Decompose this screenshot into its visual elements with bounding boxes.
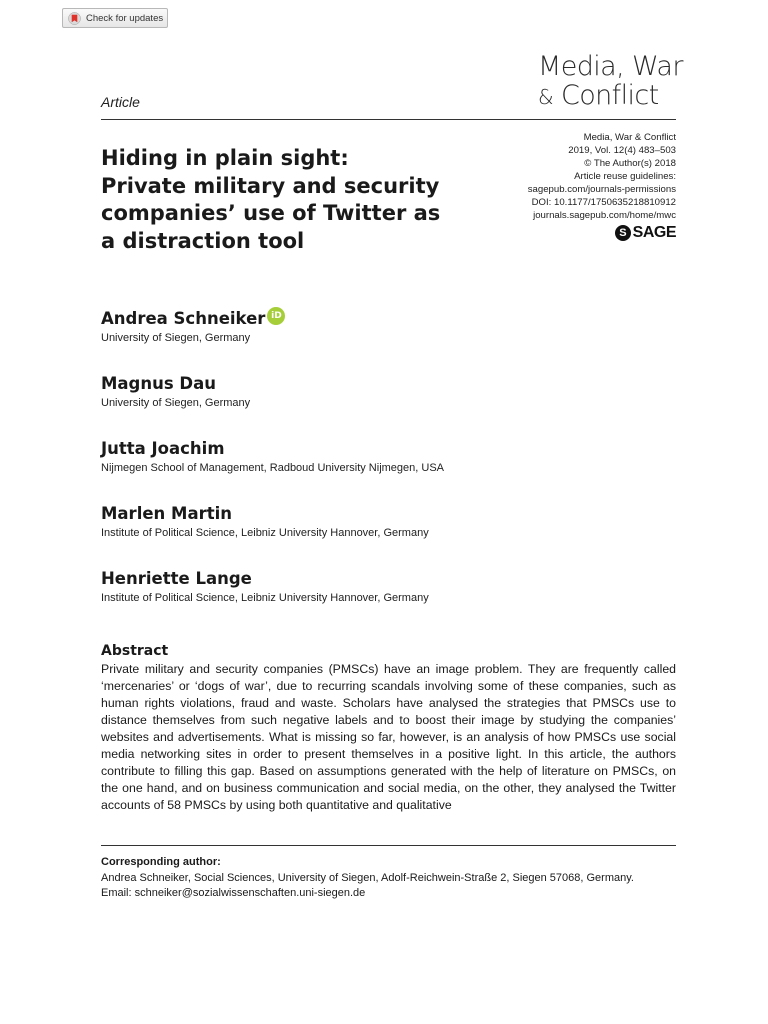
author-name: Henriette Lange	[101, 569, 252, 588]
author-name: Jutta Joachim	[101, 439, 225, 458]
author-affiliation: Institute of Political Science, Leibniz University Hannover, Germany	[101, 527, 429, 539]
meta-journal-url[interactable]: journals.sagepub.com/home/mwc	[533, 210, 676, 221]
title-line: companies’ use of Twitter as	[101, 201, 441, 225]
publication-metadata	[446, 131, 676, 222]
author-block	[101, 309, 285, 345]
title-line: a distraction tool	[101, 228, 305, 253]
author-affiliation: Institute of Political Science, Leibniz University Hannover, Germany	[101, 592, 429, 604]
author-affiliation: University of Siegen, Germany	[101, 397, 251, 409]
footnote-rule	[101, 845, 676, 846]
title-line: Private military and security	[101, 173, 440, 198]
author-block	[101, 374, 250, 410]
meta-copyright: © The Author(s) 2018	[584, 158, 676, 169]
crossmark-icon	[68, 12, 81, 25]
orcid-icon[interactable]: iD	[267, 307, 285, 325]
author-name-text: Andrea Schneiker	[101, 309, 266, 328]
meta-reuse-link[interactable]: sagepub.com/journals-permissions	[527, 184, 676, 195]
author-affiliation: University of Siegen, Germany	[101, 332, 251, 344]
journal-logo-line2	[538, 81, 683, 112]
check-for-updates-label: Check for updates	[86, 12, 164, 24]
author-block	[101, 569, 429, 605]
corresponding-author-note	[101, 855, 681, 902]
article-type-label: Article	[101, 94, 140, 110]
meta-volume: 2019, Vol. 12(4) 483–503	[568, 145, 676, 156]
author-block	[101, 439, 444, 475]
title-line: Hiding in plain sight:	[101, 146, 349, 170]
author-name: Magnus Dau	[101, 374, 217, 393]
author-affiliation: Nijmegen School of Management, Radboud University Nijmegen, USA	[101, 462, 445, 474]
journal-logo	[538, 52, 683, 112]
header-rule	[101, 119, 676, 120]
journal-logo-line1: Media, War	[538, 51, 683, 82]
corresponding-author-email[interactable]: Email: schneiker@sozialwissenschaften.uni-siegen.de	[101, 887, 366, 899]
journal-logo-amp: &	[538, 85, 553, 109]
author-name	[101, 309, 285, 329]
sage-mark-icon: S	[615, 225, 631, 241]
abstract-text: Private military and security companies (PMSCs) have an image problem. They are frequently called ‘mercenaries’ or ‘dogs of war’, due to recurring scandals involving some of these companies, such as human rights violations, fraud and waste. Scholars have analysed the strategies that PMSCs use to distance themselves from such negative labels and to boost their image by studying the companies’ websites and advertisements. What is missing so far, however, is an analysis of how PMSCs use social media networking sites in order to present themselves in a positive light. In this article, the authors contribute to filling this gap. Based on assumptions generated with the help of literature on PMSCs, on the one hand, and on business communication and social media, on the other, they analysed the Twitter accounts of 58 PMSCs by using both quantitative and qualitative	[101, 662, 676, 812]
meta-journal: Media, War & Conflict	[583, 132, 676, 143]
author-name: Marlen Martin	[101, 504, 233, 523]
corresponding-author-label: Corresponding author:	[101, 856, 221, 868]
sage-wordmark: SAGE	[632, 224, 676, 241]
meta-doi[interactable]: DOI: 10.1177/1750635218810912	[531, 197, 676, 208]
article-title	[101, 145, 481, 255]
corresponding-author-address: Andrea Schneiker, Social Sciences, University of Siegen, Adolf-Reichwein-Straße 2, Siegen 57068, Germany.	[101, 871, 634, 884]
author-block	[101, 504, 429, 540]
meta-reuse-label: Article reuse guidelines:	[574, 171, 676, 182]
check-for-updates-button[interactable]	[62, 8, 168, 28]
sage-logo	[615, 224, 676, 242]
abstract-heading: Abstract	[101, 643, 169, 659]
journal-logo-line2-text: Conflict	[553, 80, 659, 111]
